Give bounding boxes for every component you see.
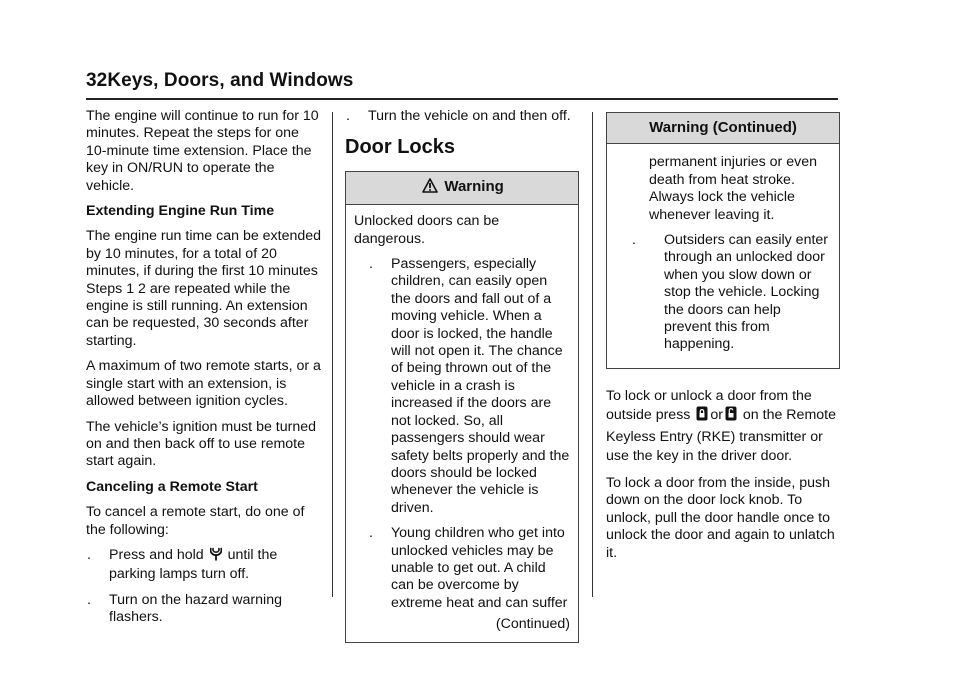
column-3 [606,112,840,570]
paragraph: A maximum of two remote starts, or a single start with an extension, is allowed between ignition cycles. [86,358,321,410]
list-item [86,547,322,584]
bullet: . [369,256,373,273]
warning-icon [422,178,438,197]
list-item [354,256,570,517]
column-divider-1 [332,112,333,597]
warning-header: Warning (Continued) [607,113,839,144]
page-number: 32 [86,70,108,91]
bullet-text: until the parking lamps turn off. [109,546,278,583]
column-2 [345,108,579,643]
paragraph: The engine will continue to run for 10 minutes. Repeat the steps for one 10-minute time extension. Place the key in ON/RUN to operate the vehicle. [86,108,319,194]
warning-box-continued [606,112,840,369]
bullet: . [632,232,636,249]
section-heading: Door Locks [345,136,456,159]
page-header [86,70,838,92]
warning-title: Warning [444,177,504,195]
bullet-text: Outsiders can easily enter through an unlocked door when you slow down or stop the vehicle. Locking the doors can help prevent this from happening. [664,232,829,353]
bullet-text: Turn the vehicle on and then off. [368,108,571,124]
warning-body [607,144,839,367]
remote-start-icon [210,547,222,566]
bullet-text: Turn on the hazard warning flashers. [109,591,282,626]
list-item [86,592,322,627]
bullet-text: Passengers, especially children, can easily open the doors and fall out of a moving vehicle. When a door is locked, the handle will not open it. The chance of being thrown out of the vehicle in a crash is increased if the doors are not locked. So, all passengers should wear safety belts properly and the doors should be locked whenever the vehicle is driven. [391,256,570,516]
column-divider-2 [592,112,593,597]
paragraph: The vehicle’s ignition must be turned on and then back off to use remote start again. [86,418,317,470]
bullet: . [346,108,350,124]
list-item [354,525,570,612]
header-rule [86,98,838,100]
warning-intro: Unlocked doors can be dangerous. [354,213,500,247]
paragraph: The engine run time can be extended by 10 minutes, for a total of 20 minutes, if during the first 10 minutes Steps 1 2 are repeated while the engine is still running. An extension can be requested, 30 seconds after starting. [86,228,322,349]
subheading-canceling: Canceling a Remote Start [86,478,258,495]
list-item [617,232,829,354]
list-item [345,108,579,125]
paragraph: To lock a door from the inside, push down on the door lock knob. To unlock, pull the door handle once to unlock the door and again to unlatch it. [606,474,835,561]
paragraph: To lock or unlock a door from the outside press or on the Remote Keyless Entry (RKE) transmitter or use the key in the driver door. [606,387,836,465]
subheading-extending: Extending Engine Run Time [86,203,275,220]
warning-header [346,172,578,205]
warning-box [345,171,579,643]
continued-label: (Continued) [495,616,570,633]
bullet-text: Young children who get into unlocked vehicles may be unable to get out. A child can be overcome by extreme heat and can suffer [391,525,568,611]
paragraph: To cancel a remote start, do one of the following: [86,504,305,538]
bullet: . [87,591,91,608]
page-title: Keys, Doors, and Windows [107,70,354,91]
bullet: . [87,546,91,563]
warning-body [346,205,578,641]
unlock-icon [725,406,737,428]
lock-icon [696,406,708,428]
column-1 [86,108,322,635]
bullet-text: Press and hold [109,546,204,563]
bullet: . [369,525,373,542]
warning-continued-text: permanent injuries or even death from heat stroke. Always lock the vehicle whenever leaving it. [649,154,817,223]
